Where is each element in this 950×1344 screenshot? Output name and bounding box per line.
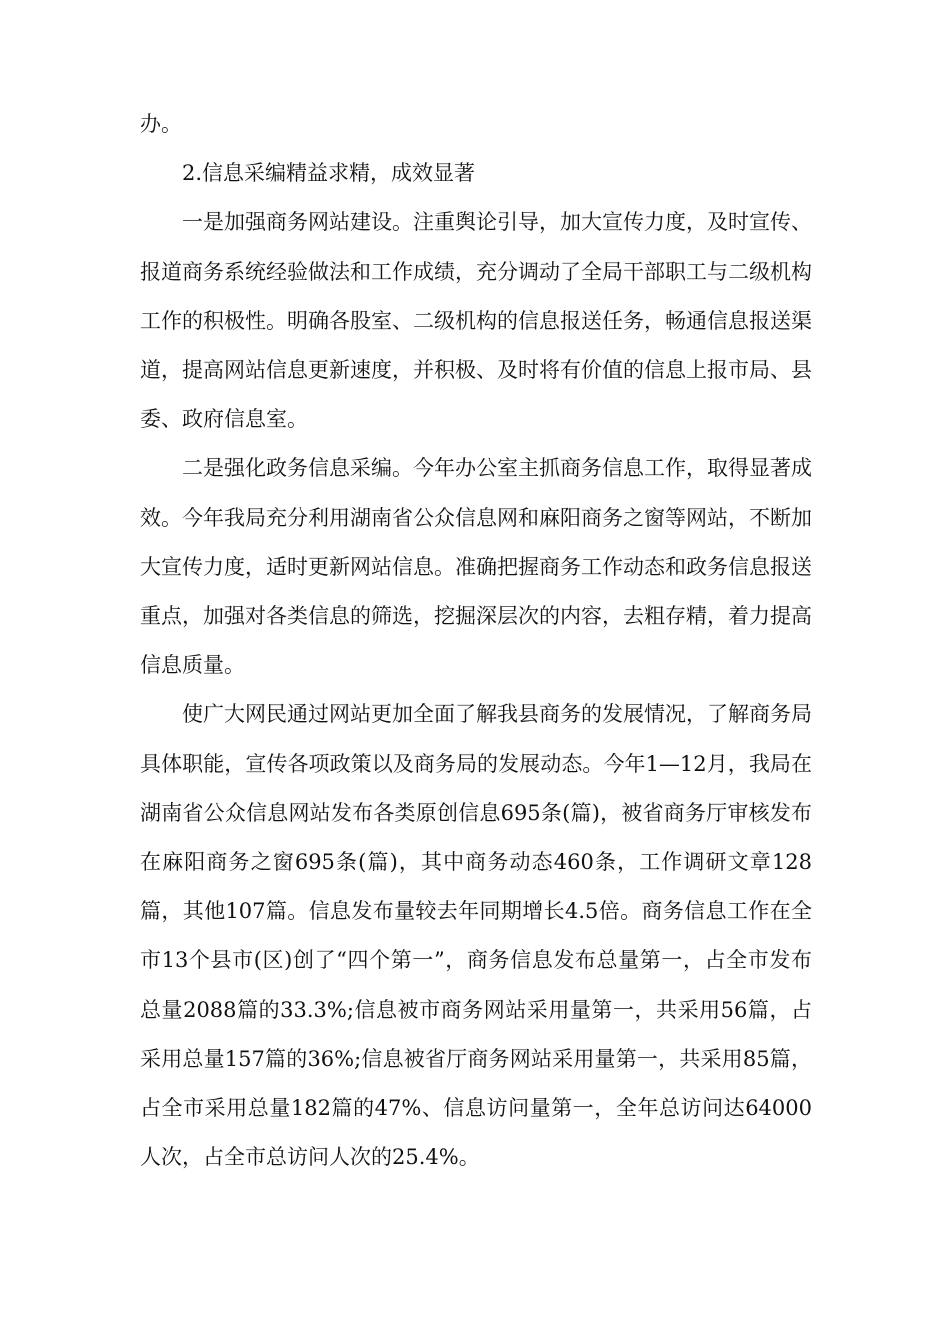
paragraph-information-editing: 二是强化政务信息采编。今年办公室主抓商务信息工作，取得显著成效。今年我局充分利用湖南省公众信息网和麻阳商务之窗等网站，不断加大宣传力度，适时更新网站信息。准确把握商务工作动态和政务信息报送重点，加强对各类信息的筛选，挖掘深层次的内容，去粗存精，着力提高信息质量。: [140, 456, 812, 678]
paragraph-website-construction: 一是加强商务网站建设。注重舆论引导，加大宣传力度，及时宣传、报道商务系统经验做法和工作成绩，充分调动了全局干部职工与二级机构工作的积极性。明确各股室、二级机构的信息报送任务，畅通信息报送渠道，提高网站信息更新速度，并积极、及时将有价值的信息上报市局、县委、政府信息室。: [140, 210, 812, 432]
document-body: [140, 100, 812, 1182]
paragraph-continuation: 办。: [140, 112, 182, 136]
paragraph-statistics: 使广大网民通过网站更加全面了解我县商务的发展情况，了解商务局具体职能，宣传各项政策以及商务局的发展动态。今年1—12月，我局在湖南省公众信息网站发布各类原创信息695条(篇)，被省商务厅审核发布在麻阳商务之窗695条(篇)，其中商务动态460条，工作调研文章128篇，其他107篇。信息发布量较去年同期增长4.5倍。商务信息工作在全市13个县市(区)创了“四个第一”，商务信息发布总量第一，占全市发布总量2088篇的33.3%;信息被市商务网站采用量第一，共采用56篇，占采用总量157篇的36%;信息被省厅商务网站采用量第一，共采用85篇，占全市采用总量182篇的47%、信息访问量第一，全年总访问达64000人次，占全市总访问人次的25.4%。: [140, 702, 812, 1170]
section-heading: 2.信息采编精益求精，成效显著: [182, 161, 476, 186]
